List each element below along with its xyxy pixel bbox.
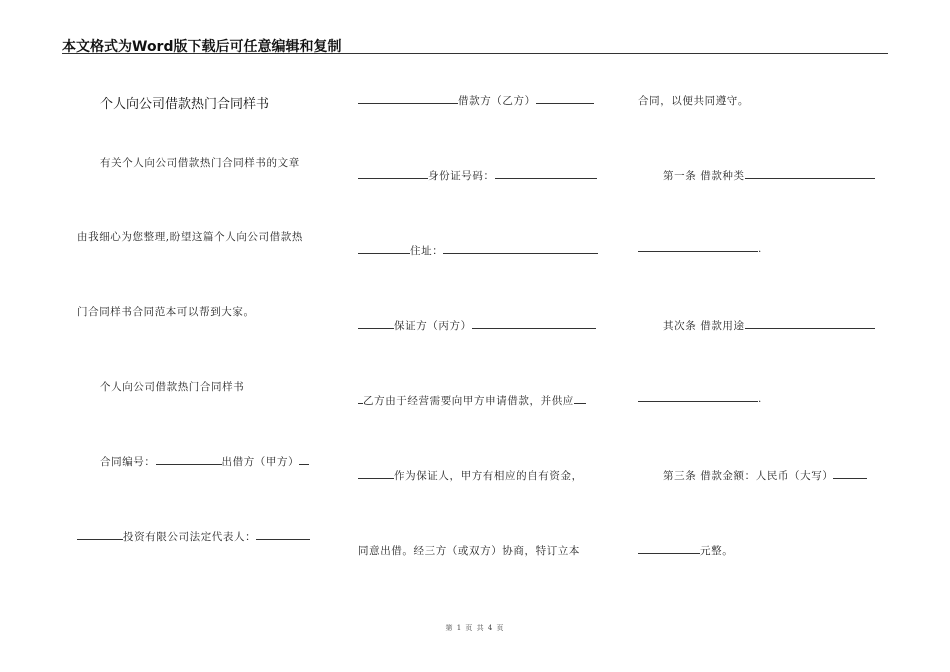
document-banner: 本文格式为Word版下载后可任意编辑和复制: [62, 39, 342, 55]
blank-field: [495, 177, 597, 179]
blank-field: [358, 477, 394, 479]
blank-field: [638, 552, 700, 554]
paragraph-line: 门合同样书合同范本可以帮到大家。: [77, 306, 255, 318]
blank-field: [833, 477, 867, 479]
guarantor-line: [358, 318, 596, 333]
blank-field: [443, 252, 598, 254]
article-2-label: 其次条 借款用途: [663, 320, 745, 332]
blank-field: [299, 463, 309, 465]
blank-field: [358, 327, 394, 329]
paragraph-line: 合同，以便共同遵守。: [638, 95, 749, 107]
address-label: 住址：: [410, 245, 444, 257]
blank-field: [745, 327, 875, 329]
article-2-line: [663, 318, 875, 333]
guarantor-label: 保证方（丙方）: [394, 320, 472, 332]
header-divider: [62, 53, 888, 54]
paragraph-line: 由我细心为您整理,盼望这篇个人向公司借款热: [77, 231, 303, 243]
blank-field: [358, 177, 428, 179]
paragraph-text: 作为保证人，甲方有相应的自有资金，: [394, 470, 583, 482]
legal-rep-line: [77, 529, 310, 544]
article-2-fill-line: [638, 393, 762, 405]
paragraph-line: 个人向公司借款热门合同样书: [100, 381, 245, 393]
article-1-line: [663, 168, 875, 183]
lender-label: 出借方（甲方）: [221, 456, 300, 468]
paragraph-line: 有关个人向公司借款热门合同样书的文章: [100, 157, 300, 169]
blank-field: [358, 102, 458, 104]
blank-field: [472, 327, 596, 329]
blank-field: [77, 538, 123, 540]
contract-number-label: 合同编号：: [100, 456, 156, 468]
article-1-fill-line: [638, 243, 762, 255]
article-3-label: 第三条 借款金额：人民币（大写）: [663, 470, 834, 482]
page-number: 第 1 页 共 4 页: [445, 624, 505, 632]
blank-field: [358, 252, 410, 254]
blank-field: [638, 400, 758, 402]
document-title: 个人向公司借款热门合同样书: [100, 97, 270, 112]
blank-field: [156, 463, 222, 465]
legal-rep-label: 投资有限公司法定代表人：: [123, 531, 257, 543]
period-mark: .: [758, 393, 762, 405]
amount-fill-line: [638, 543, 733, 558]
address-line: [358, 243, 598, 258]
paragraph-line: 同意出借。经三方（或双方）协商，特订立本: [358, 545, 580, 557]
article-3-line: [663, 468, 867, 483]
paragraph-line: [358, 468, 583, 483]
contract-number-line: [100, 454, 309, 469]
id-number-line: [358, 168, 597, 183]
paragraph-text: 乙方由于经营需要向甲方申请借款，并供应: [363, 395, 574, 407]
period-mark: .: [758, 243, 762, 255]
amount-suffix: 元整。: [700, 545, 734, 557]
blank-field: [536, 102, 594, 104]
paragraph-line: [358, 393, 586, 408]
blank-field: [638, 250, 758, 252]
blank-field: [745, 177, 875, 179]
article-1-label: 第一条 借款种类: [663, 170, 745, 182]
id-number-label: 身份证号码：: [428, 170, 495, 182]
borrower-line: [358, 93, 594, 108]
blank-field: [574, 402, 586, 404]
borrower-label: 借款方（乙方）: [458, 95, 536, 107]
blank-field: [256, 538, 310, 540]
